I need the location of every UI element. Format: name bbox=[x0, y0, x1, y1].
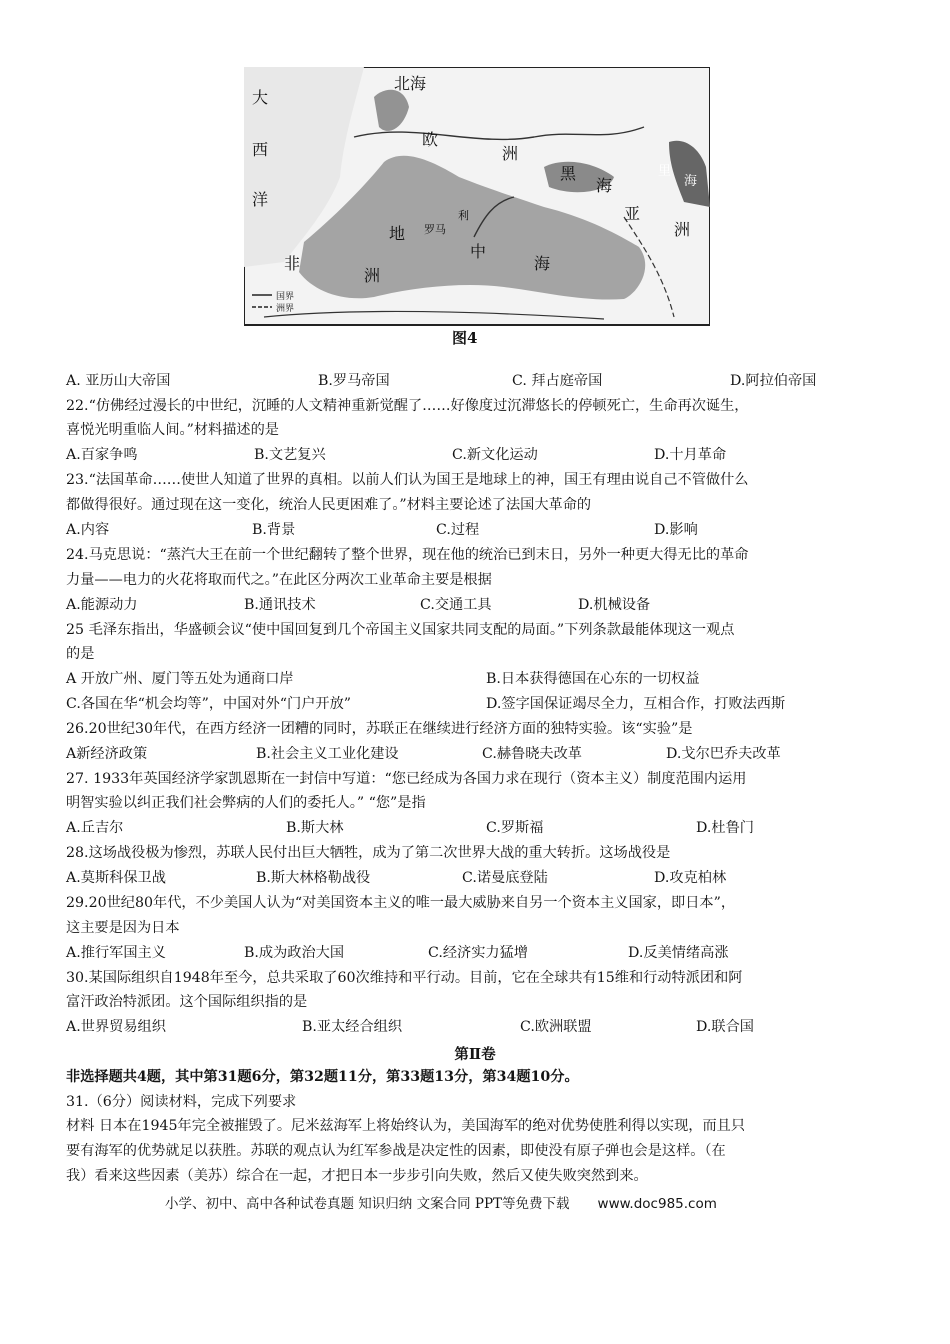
q26-option-a: A新经济政策 bbox=[66, 746, 148, 762]
map-label-rome: 罗马 bbox=[424, 223, 446, 236]
map-label-med-3: 海 bbox=[534, 254, 551, 273]
q22-stem-line1: 22.“仿佛经过漫长的中世纪，沉睡的人文精神重新觉醒了……好像度过沉滞悠长的停顿死亡，生命再次诞生， bbox=[66, 398, 749, 414]
map-label-asia-2: 洲 bbox=[674, 220, 691, 239]
part2-title: 第Ⅱ卷 bbox=[454, 1046, 496, 1063]
footer-url[interactable]: www.doc985.com bbox=[597, 1196, 717, 1212]
q23-option-b: B.背景 bbox=[252, 522, 296, 538]
map-legend-continent: 洲界 bbox=[276, 304, 295, 314]
map-label-europe-1: 欧 bbox=[422, 130, 439, 149]
q27-stem-line2: 明智实验以纠正我们社会弊病的人们的委托人。” “您”是指 bbox=[66, 795, 426, 811]
q26-option-c: C.赫鲁晓夫改革 bbox=[482, 746, 582, 762]
q27-option-a: A.丘吉尔 bbox=[66, 820, 124, 836]
part2-intro: 非选择题共4题，其中第31题6分，第32题11分，第33题13分，第34题10分。 bbox=[66, 1069, 579, 1085]
q23-stem-line1: 23.“法国革命……使世人知道了世界的真相。以前人们认为国王是地球上的神，国王有理由说自己不管做什么 bbox=[66, 472, 749, 488]
q22-option-b: B.文艺复兴 bbox=[254, 447, 326, 463]
page-footer bbox=[165, 1192, 717, 1212]
q26-option-b: B.社会主义工业化建设 bbox=[256, 746, 399, 762]
q26-stem-line1: 26.20世纪30年代，在西方经济一团糟的同时，苏联正在继续进行经济方面的独特实验。该“实验”是 bbox=[66, 721, 693, 737]
q29-stem-line2: 这主要是因为日本 bbox=[66, 920, 180, 936]
q31-material-line3: 我）看来这些因素（美苏）综合在一起，才把日本一步步引向失败，然后又使失败突然到来。 bbox=[66, 1168, 648, 1184]
q31-material-line1: 材料 日本在1945年完全被摧毁了。尼米兹海军上将始终认为，美国海军的绝对优势使胜利得以实现，而且只 bbox=[66, 1118, 746, 1134]
map-label-italy: 利 bbox=[458, 209, 469, 222]
map-legend-border: 国界 bbox=[276, 292, 295, 302]
q22-option-c: C.新文化运动 bbox=[452, 447, 538, 463]
map-label-asia-1: 亚 bbox=[624, 204, 641, 223]
q24-option-c: C.交通工具 bbox=[420, 597, 492, 613]
q25-option-a: A 开放广州、厦门等五处为通商口岸 bbox=[66, 671, 294, 687]
q27-option-b: B.斯大林 bbox=[286, 820, 344, 836]
q30-option-c: C.欧洲联盟 bbox=[520, 1019, 592, 1035]
map-label-africa-2: 洲 bbox=[364, 266, 381, 285]
q22-stem-line2: 喜悦光明重临人间。”材料描述的是 bbox=[66, 422, 279, 438]
q30-stem-line1: 30.某国际组织自1948年至今，总共采取了60次维持和平行动。目前，它在全球共有15维和行动特派团和阿 bbox=[66, 970, 743, 986]
q28-option-d: D.攻克柏林 bbox=[654, 870, 727, 886]
map-label-black-sea-2: 海 bbox=[596, 176, 613, 195]
q28-stem-line1: 28.这场战役极为惨烈，苏联人民付出巨大牺牲，成为了第二次世界大战的重大转折。这场战役是 bbox=[66, 845, 671, 861]
map-label-caspian-2: 海 bbox=[684, 174, 698, 189]
q31-material-line2: 要有海军的优势就足以获胜。苏联的观点认为红军参战是决定性的因素，即使没有原子弹也会是这样。（在 bbox=[66, 1143, 726, 1159]
q21-option-a: A. 亚历山大帝国 bbox=[66, 373, 171, 389]
q22-option-a: A.百家争鸣 bbox=[66, 447, 138, 463]
q23-option-d: D.影响 bbox=[654, 522, 698, 538]
q30-option-d: D.联合国 bbox=[696, 1019, 754, 1035]
map-label-atlantic-3: 洋 bbox=[252, 190, 269, 209]
q31-stem-line1: 31.（6分）阅读材料，完成下列要求 bbox=[66, 1094, 297, 1110]
map-label-africa-1: 非 bbox=[284, 254, 301, 273]
footer-text: 小学、初中、高中各种试卷真题 知识归纳 文案合同 PPT等免费下载 bbox=[165, 1196, 570, 1212]
q24-option-d: D.机械设备 bbox=[578, 597, 651, 613]
q29-option-c: C.经济实力猛增 bbox=[428, 945, 528, 961]
q27-stem-line1: 27. 1933年英国经济学家凯恩斯在一封信中写道：“您已经成为各国力求在现行（资本主义）制度范围内运用 bbox=[66, 771, 747, 787]
map-label-north-sea: 北海 bbox=[394, 74, 427, 93]
q25-option-d: D.签字国保证竭尽全力，互相合作，打败法西斯 bbox=[486, 696, 786, 712]
q29-option-d: D.反美情绪高涨 bbox=[628, 945, 729, 961]
q24-stem-line1: 24.马克思说：“蒸汽大王在前一个世纪翻转了整个世界，现在他的统治已到末日，另外一种更大得无比的革命 bbox=[66, 547, 749, 563]
historical-map-figure bbox=[244, 67, 710, 349]
map-label-europe-2: 洲 bbox=[502, 144, 519, 163]
q28-option-a: A.莫斯科保卫战 bbox=[66, 870, 166, 886]
q22-option-d: D.十月革命 bbox=[654, 447, 727, 463]
q26-option-d: D.戈尔巴乔夫改革 bbox=[666, 746, 781, 762]
q21-option-d: D.阿拉伯帝国 bbox=[730, 373, 817, 389]
q28-option-b: B.斯大林格勒战役 bbox=[256, 870, 371, 886]
q30-option-a: A.世界贸易组织 bbox=[66, 1019, 166, 1035]
map-label-med-2: 中 bbox=[470, 242, 487, 261]
map-label-atlantic-2: 西 bbox=[252, 140, 269, 159]
q24-stem-line2: 力量——电力的火花将取而代之。”在此区分两次工业革命主要是根据 bbox=[66, 572, 492, 588]
q25-option-b: B.日本获得德国在心东的一切权益 bbox=[486, 671, 700, 687]
q29-stem-line1: 29.20世纪80年代，不少美国人认为“对美国资本主义的唯一最大威胁来自另一个资本主义国家，即日本”， bbox=[66, 895, 736, 911]
map-label-med-1: 地 bbox=[389, 224, 406, 243]
q27-option-d: D.杜鲁门 bbox=[696, 820, 754, 836]
map-label-black-sea-1: 黑 bbox=[560, 164, 577, 183]
q30-stem-line2: 富汗政治特派团。这个国际组织指的是 bbox=[66, 994, 308, 1010]
map-label-atlantic-1: 大 bbox=[252, 88, 269, 107]
q23-option-a: A.内容 bbox=[66, 522, 110, 538]
q21-option-c: C. 拜占庭帝国 bbox=[512, 373, 603, 389]
q23-stem-line2: 都做得很好。通过现在这一变化，统治人民更困难了。”材料主要论述了法国大革命的 bbox=[66, 497, 592, 513]
q25-option-c: C.各国在华“机会均等”，中国对外“门户开放” bbox=[66, 696, 352, 712]
q29-option-b: B.成为政治大国 bbox=[244, 945, 345, 961]
q23-option-c: C.过程 bbox=[436, 522, 480, 538]
map-svg bbox=[244, 67, 710, 349]
map-label-caspian-1: 里 bbox=[658, 164, 672, 179]
q24-option-a: A.能源动力 bbox=[66, 597, 138, 613]
q21-option-b: B.罗马帝国 bbox=[318, 373, 390, 389]
map-caption: 图4 bbox=[452, 329, 478, 347]
q30-option-b: B.亚太经合组织 bbox=[302, 1019, 403, 1035]
q29-option-a: A.推行军国主义 bbox=[66, 945, 166, 961]
q25-stem-line2: 的是 bbox=[66, 646, 95, 662]
q27-option-c: C.罗斯福 bbox=[486, 820, 544, 836]
q24-option-b: B.通讯技术 bbox=[244, 597, 316, 613]
q28-option-c: C.诺曼底登陆 bbox=[462, 870, 548, 886]
q25-stem-line1: 25 毛泽东指出，华盛顿会议“使中国回复到几个帝国主义国家共同支配的局面。”下列条款最能体现这一观点 bbox=[66, 622, 735, 638]
